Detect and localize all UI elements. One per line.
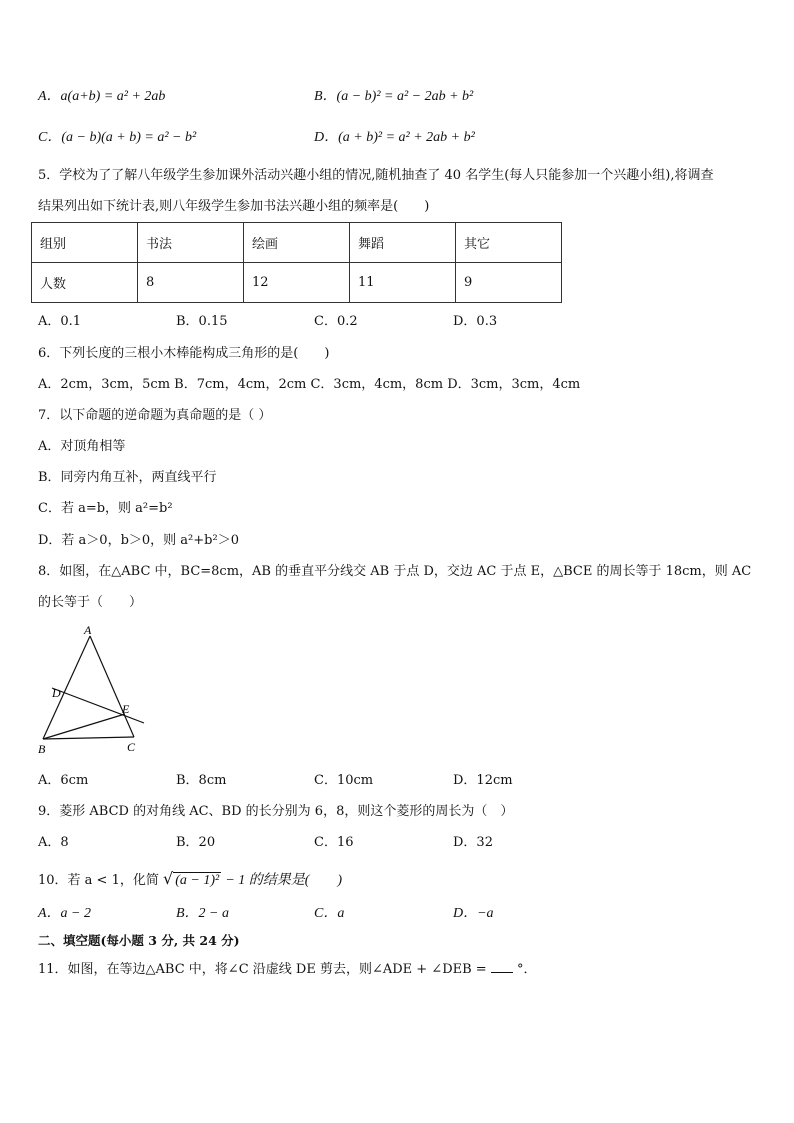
- q8-stem-line1: 8．如图，在△ABC 中，BC=8cm，AB 的垂直平分线交 AB 于点 D，交边 AC 于点 E，△BCE 的周长等于 18cm，则 AC: [38, 564, 752, 579]
- table-cell: 8: [138, 263, 244, 303]
- q5-stem-line1: 5．学校为了了解八年级学生参加课外活动兴趣小组的情况,随机抽查了 40 名学生(每人只能参加一个兴趣小组),将调查: [38, 168, 714, 183]
- q11-stem: [38, 960, 536, 979]
- edge-ab: [43, 636, 90, 739]
- table-cell: 绘画: [244, 223, 350, 263]
- table-cell: 组别: [32, 223, 138, 263]
- table-cell: 12: [244, 263, 350, 303]
- q10-prefix: 10．若 a < 1，化简: [38, 873, 159, 888]
- q10-stem: [38, 870, 342, 890]
- q10-suffix: − 1 的结果是( ): [225, 873, 343, 888]
- q10-option-a: A．a − 2: [38, 906, 91, 921]
- q10-option-c: C．a: [314, 906, 345, 921]
- q10-radicand: (a − 1)²: [175, 873, 220, 888]
- perpendicular-bisector: [52, 688, 144, 723]
- label-a: A: [84, 623, 92, 637]
- q7-option-c: C．若 a=b，则 a²=b²: [38, 501, 173, 516]
- q11-suffix: °．: [516, 962, 537, 977]
- q6-stem: 6．下列长度的三根小木棒能构成三角形的是( ): [38, 346, 330, 361]
- table-row: [32, 263, 562, 303]
- q5-stem-line2: 结果列出如下统计表,则八年级学生参加书法兴趣小组的频率是( ): [38, 199, 430, 214]
- q7-option-d: D．若 a＞0，b＞0，则 a²+b²＞0: [38, 533, 239, 548]
- q7-stem: 7．以下命题的逆命题为真命题的是（ ）: [38, 408, 272, 423]
- q5-option-a: A．0.1: [38, 314, 82, 329]
- table-cell: 11: [350, 263, 456, 303]
- q8-option-d: D．12cm: [453, 773, 513, 788]
- label-d: D: [52, 686, 61, 700]
- q7-option-a: A．对顶角相等: [38, 439, 126, 454]
- table-cell: 书法: [138, 223, 244, 263]
- q8-triangle-figure: [30, 622, 160, 757]
- table-row: [32, 223, 562, 263]
- q7-option-b: B．同旁内角互补，两直线平行: [38, 470, 217, 485]
- q4-option-a: A．a(a+b) = a² + 2ab: [38, 89, 166, 104]
- label-c: C: [127, 740, 136, 754]
- q4-option-d: D．(a + b)² = a² + 2ab + b²: [314, 130, 475, 145]
- label-e: E: [122, 702, 130, 716]
- q4-option-b: B．(a − b)² = a² − 2ab + b²: [314, 89, 474, 104]
- label-b: B: [38, 742, 46, 756]
- segment-be: [43, 714, 125, 739]
- q9-option-c: C．16: [314, 835, 354, 850]
- q5-stat-table: [31, 222, 562, 303]
- q8-stem-line2: 的长等于（ ）: [38, 595, 143, 610]
- section-heading: 二、填空题(每小题 3 分, 共 24 分): [38, 933, 240, 948]
- table-cell: 其它: [456, 223, 562, 263]
- q4-option-c: C．(a − b)(a + b) = a² − b²: [38, 130, 197, 145]
- q9-stem: 9．菱形 ABCD 的对角线 AC、BD 的长分别为 6，8，则这个菱形的周长为（ ）: [38, 804, 514, 819]
- q5-option-c: C．0.2: [314, 314, 358, 329]
- q8-option-a: A．6cm: [38, 773, 89, 788]
- q8-option-c: C．10cm: [314, 773, 374, 788]
- q10-option-d: D．−a: [453, 906, 494, 921]
- edge-ac: [90, 636, 134, 737]
- q9-option-b: B．20: [176, 835, 216, 850]
- q11-prefix: 11．如图，在等边△ABC 中，将∠C 沿虚线 DE 剪去，则∠ADE + ∠DEB =: [38, 962, 487, 977]
- q9-option-d: D．32: [453, 835, 493, 850]
- q6-options: A．2cm，3cm，5cm B．7cm，4cm，2cm C．3cm，4cm，8cm D．3cm，3cm，4cm: [38, 377, 581, 392]
- table-cell: 人数: [32, 263, 138, 303]
- q5-option-d: D．0.3: [453, 314, 498, 329]
- q8-option-b: B．8cm: [176, 773, 227, 788]
- answer-blank[interactable]: [491, 960, 513, 973]
- q9-option-a: A．8: [38, 835, 69, 850]
- table-cell: 舞蹈: [350, 223, 456, 263]
- table-cell: 9: [456, 263, 562, 303]
- sqrt-sign: √: [163, 869, 174, 888]
- edge-bc: [43, 737, 134, 739]
- q10-option-b: B．2 − a: [176, 906, 229, 921]
- q5-option-b: B．0.15: [176, 314, 228, 329]
